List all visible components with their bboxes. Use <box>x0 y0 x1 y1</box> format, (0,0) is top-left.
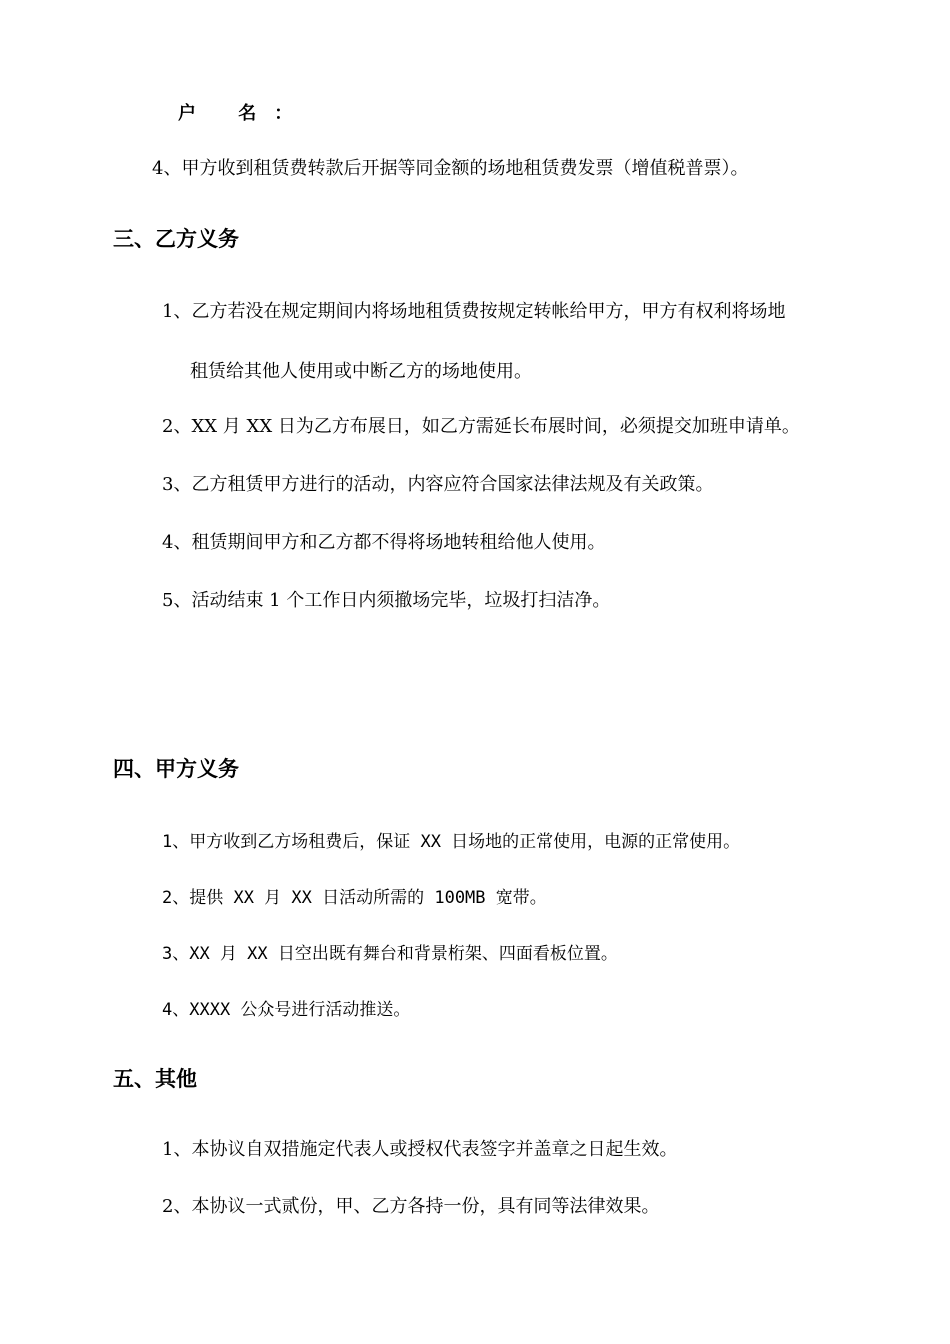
section-3-item-5: 5、活动结束 1 个工作日内须撤场完毕，垃圾打扫洁净。 <box>162 590 611 611</box>
top-item-4: 4、甲方收到租赁费转款后开据等同金额的场地租赁费发票（增值税普票）。 <box>152 158 749 179</box>
section-3-item-1-line-1: 1、乙方若没在规定期间内将场地租赁费按规定转帐给甲方，甲方有权利将场地 <box>162 301 786 322</box>
section-3-heading: 三、乙方义务 <box>113 226 239 251</box>
section-4-item-1: 1、甲方收到乙方场租费后，保证 XX 日场地的正常使用，电源的正常使用。 <box>162 832 741 852</box>
section-4-item-2: 2、提供 XX 月 XX 日活动所需的 100MB 宽带。 <box>162 888 547 908</box>
section-3-item-4: 4、租赁期间甲方和乙方都不得将场地转租给他人使用。 <box>162 532 606 553</box>
account-name-label: 户 名： <box>178 103 311 124</box>
section-5-item-1: 1、本协议自双措施定代表人或授权代表签字并盖章之日起生效。 <box>162 1139 678 1160</box>
section-3-item-3: 3、乙方租赁甲方进行的活动，内容应符合国家法律法规及有关政策。 <box>162 474 714 495</box>
section-4-heading: 四、甲方义务 <box>113 756 239 781</box>
section-5-heading: 五、其他 <box>113 1066 197 1091</box>
section-4-item-3: 3、XX 月 XX 日空出既有舞台和背景桁架、四面看板位置。 <box>162 944 618 964</box>
section-3-item-2: 2、XX 月 XX 日为乙方布展日，如乙方需延长布展时间，必须提交加班申请单。 <box>162 416 800 437</box>
section-5-item-2: 2、本协议一式贰份，甲、乙方各持一份，具有同等法律效果。 <box>162 1196 660 1217</box>
section-3-item-1-line-2: 租赁给其他人使用或中断乙方的场地使用。 <box>190 361 532 382</box>
section-4-item-4: 4、XXXX 公众号进行活动推送。 <box>162 1000 411 1020</box>
